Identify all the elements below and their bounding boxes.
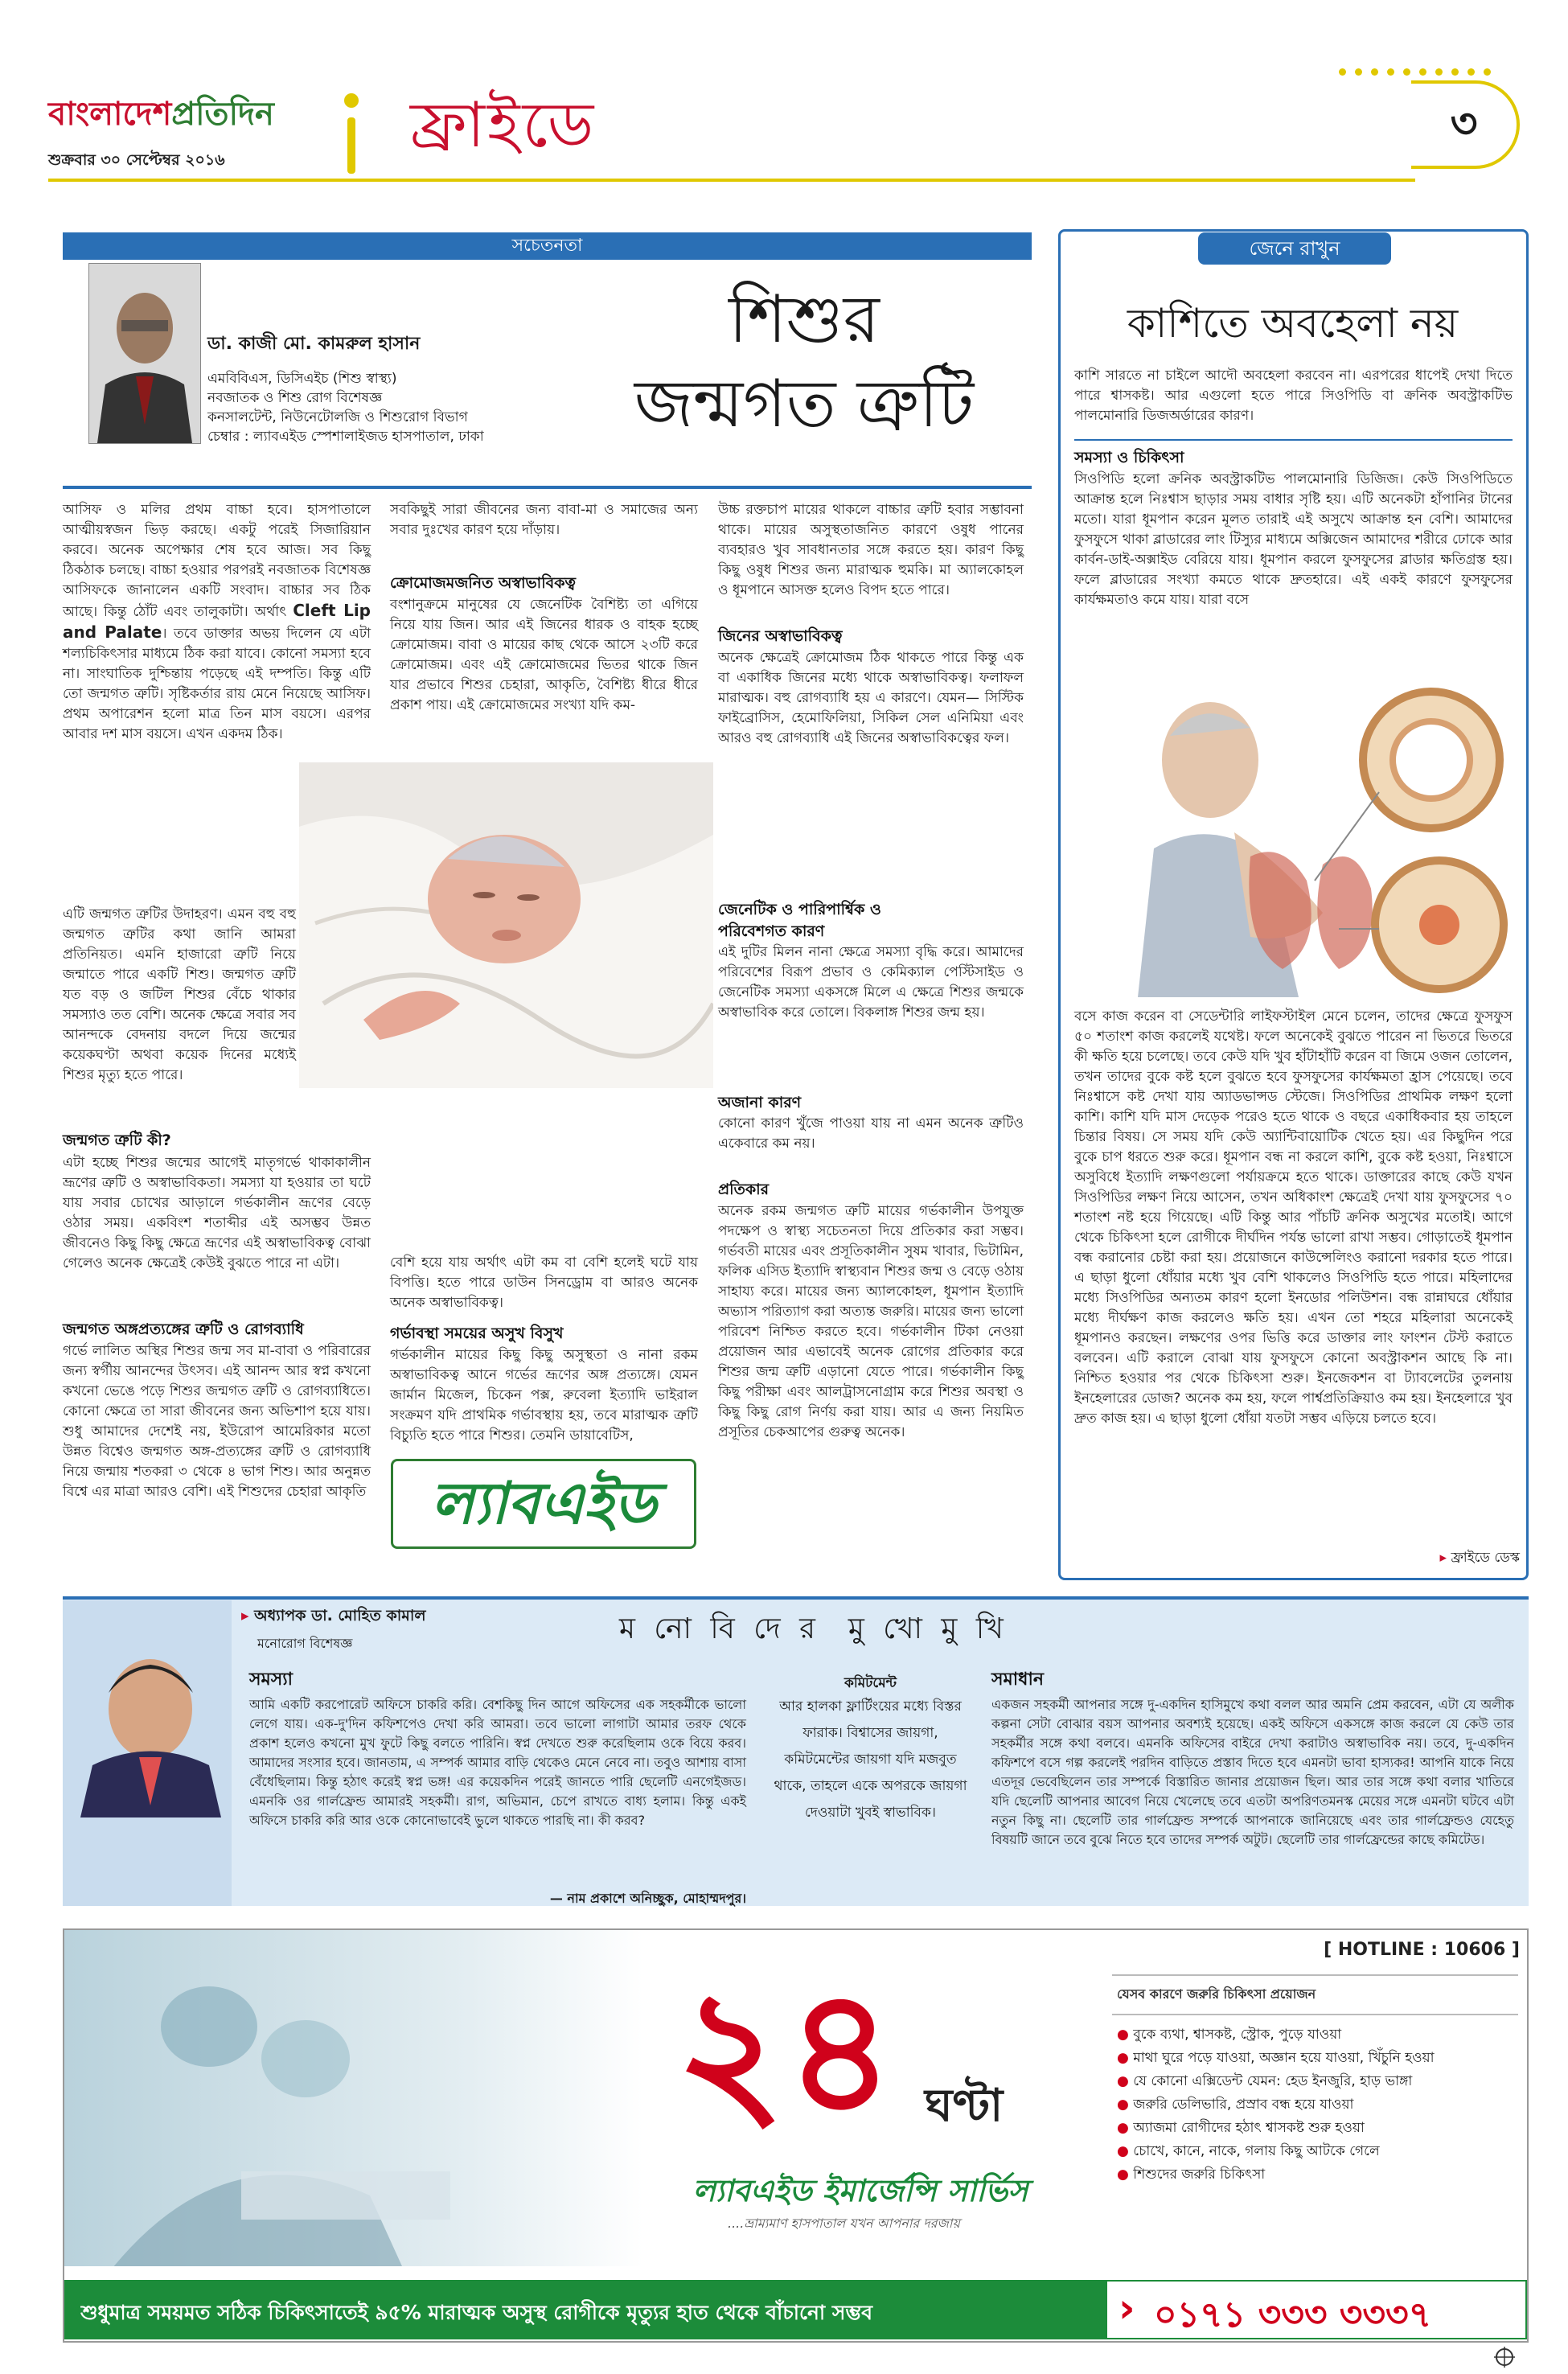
cleft-term: Cleft Lip and Palate	[63, 601, 371, 642]
bullet-icon: ●	[1117, 2143, 1134, 2159]
bullet-icon: ●	[1117, 2167, 1134, 2183]
ad-photo	[64, 1930, 643, 2266]
bullet-icon: ●	[1117, 2073, 1134, 2089]
ad-list-item	[1112, 2047, 1518, 2070]
col2-head-2: গর্ভাবস্থা সময়ের অসুখ বিসুখ	[390, 1325, 564, 1342]
counsel-pullquote	[768, 1673, 973, 1826]
col3-head-2: জেনেটিক ও পারিপার্শ্বিক ও পরিবেশগত কারণ	[718, 901, 881, 940]
article-rule	[63, 486, 1032, 489]
newborn-image-icon	[299, 762, 713, 1088]
pullquote-text: আর হালকা ফ্লার্টিংয়ের মধ্যে বিস্তর ফারাক। বিশ্বাসের জায়গা, কমিটমেন্টের জায়গা যদি মজবুত থাকে, তাহলে একে অপরকে জায়গা দেওয়াটা খুবই স্বাভাবিক।	[774, 1698, 967, 1821]
col3-head-4: প্রতিকার	[718, 1181, 770, 1198]
ad-footer-text: শুধুমাত্র সময়মত সঠিক চিকিৎসাতেই ৯৫% মারাত্মক অসুস্থ রোগীকে মৃত্যুর হাত থেকে বাঁচানো সম্ভব	[80, 2301, 873, 2324]
labaid-ad[interactable]	[391, 1459, 696, 1549]
sidebar-divider	[1074, 439, 1513, 441]
section-label: সচেতনতা	[511, 236, 583, 256]
ad-hotline[interactable]: [ HOTLINE : 10606 ]	[1324, 1940, 1520, 1960]
col2-para-2: বংশানুক্রমে মানুষের যে জেনেটিক বৈশিষ্ট্য তা এগিয়ে নিয়ে যায় জিন। আর এই জিনের ধারক ও বাহক হচ্ছে ক্রোমোজম। বাবা ও মায়ের কাছ থেকে আসে ২৩টি করে ক্রোমোজম। এবং এই ক্রোমোজমের ভিতর থাকে জিন যার প্রভাবে শিশুর চেহারা, আকৃতি, বৈশিষ্ট্য ধীরে ধীরে প্রকাশ পায়। এই ক্রোমোজমের সংখ্যা যদি কম-	[390, 597, 698, 713]
col2-para-1: সবকিছুই সারা জীবনের জন্য বাবা-মা ও সমাজের অন্য সবার দুঃখের কারণ হয়ে দাঁড়ায়।	[390, 502, 698, 538]
ad-list-box	[1112, 1974, 1518, 2252]
article-column-1	[63, 500, 371, 745]
ad-list-item-text: জরুরি ডেলিভারি, প্রস্রাব বন্ধ হয়ে যাওয়া	[1133, 2097, 1354, 2113]
author-role: কনসালটেন্ট, নিউনেটোলজি ও শিশুরোগ বিভাগ	[207, 409, 468, 425]
counsel-title: ম নো বি দে র মু খো মু খি	[619, 1612, 1008, 1645]
ad-service-name: ল্যাবএইড ইমার্জেন্সি সার্ভিস	[692, 2173, 1028, 2208]
col1-head-2: জন্মগত অঙ্গপ্রত্যঙ্গের ত্রুটি ও রোগব্যাধি	[63, 1320, 304, 1338]
expert-portrait-icon	[76, 1645, 225, 1817]
expert-info	[241, 1604, 579, 1655]
col1-para-5: গর্ভে লালিত অস্থির শিশুর জন্ম সব মা-বাবা ও পরিবারের জন্য স্বর্গীয় আনন্দের উৎসব। এই আনন্দ আর স্বপ্ন কখনো কখনো ভেঙে পড়ে শিশুর জন্মগত ত্রুটি ও রোগব্যাধিতে। কোনো ক্ষেত্রে তা সারা জীবনের জন্য অভিশাপ হয়ে যায়। শুধু আমাদের দেশেই নয়, ইউরোপ আমেরিকার মতো উন্নত বিশ্বেও জন্মগত অঙ্গ-প্রত্যঙ্গের ত্রুটি ও রোগব্যাধি নিয়ে জন্মায় শতকরা ৩ থেকে ৪ ভাগ শিশু। আর অনুন্নত বিশ্বে এর মাত্রা আরও বেশি। এই শিশুদের চেহারা আকৃতি	[63, 1343, 371, 1500]
ad-list-item	[1112, 2117, 1518, 2140]
page-number-tab	[1411, 80, 1520, 169]
bullet-icon: ●	[1117, 2120, 1134, 2136]
author-name: ডা. কাজী মো. কামরুল হাসান	[207, 334, 421, 354]
author-chamber: চেম্বার : ল্যাবএইড স্পেশালাইজড হাসপাতাল, ঢাকা	[207, 429, 484, 445]
issue-date: শুক্রবার ৩০ সেপ্টেম্বর ২০১৬	[48, 151, 225, 169]
ambulance-scene-icon	[64, 1930, 643, 2266]
phone-chevron-icon: ›	[1119, 2285, 1135, 2331]
ad-list-item	[1112, 2093, 1518, 2117]
labaid-logo: ল্যাবএইড	[430, 1469, 657, 1537]
expert-title: মনোরোগ বিশেষজ্ঞ	[257, 1636, 353, 1651]
col1-para-1: আসিফ ও মলির প্রথম বাচ্চা হবে। হাসপাতালে আত্মীয়স্বজন ভিড় করছে। একটু পরেই সিজারিয়ান করবে। অনেক অপেক্ষার শেষ হবে আজ। সব কিছু ঠিকঠাক চলছে। বাচ্চা হওয়ার পরপরই নবজাতক বিশেষজ্ঞ আসিফকে জানালেন একটি সংবাদ। বাচ্চার সব ঠিক আছে। কিন্তু ঠোঁট এবং তালুকাটা। অর্থাৎ	[63, 502, 371, 620]
ad-list-item	[1112, 2140, 1518, 2163]
author-title: নবজাতক ও শিশু রোগ বিশেষজ্ঞ	[207, 390, 383, 406]
col1-para-3: এটি জন্মগত ত্রুটির উদাহরণ। এমন বহু বহু জন্মগত ত্রুটির কথা জানি আমরা প্রতিনিয়ত। এমনি হাজারো ত্রুটি নিয়ে জন্মাতে পারে একটি শিশু। জন্মগত ত্রুটি যত বড় ও জটিল শিশুর বেঁচে থাকার সমস্যাও তত বেশি। অনেক ক্ষেত্রে সবার সব আনন্দকে বেদনায় বদলে দিয়ে জন্মের কয়েকঘণ্টা অথবা কয়েক দিনের মধ্যেই শিশুর মৃত্যু হতে পারে।	[63, 906, 296, 1083]
author-info	[207, 330, 658, 446]
sidebar-para-2: বসে কাজ করেন বা সেডেন্টারি লাইফস্টাইল মেনে চলেন, তাদের ক্ষেত্রে ফুসফুস ৫০ শতাংশ কাজ করলেই যথেষ্ট। ফলে অনেকেই বুঝতে পারেন না ভিতরে ভিতরে কী ক্ষতি হয়ে চলেছে। তবে কেউ যদি খুব হাঁটাহাঁটি করেন বা জিমে ওজন তোলেন, তখন তাদের বুকে কষ্ট হলে বুঝতে হবে ফুসফুসের কার্যক্ষমতা হ্রাস পেয়েছে। তবে নিঃশ্বাসে কষ্ট দেখা যায় অ্যাডভান্সড স্টেজে। সিওপিডির প্রাথমিক লক্ষণ হলো কাশি। কাশি যদি মাস দেড়েক পরেও হতে থাকে ও বছরে একাধিকবার হয় তাহলে চিন্তার বিষয়। সে সময় যদি কেউ অ্যান্টিবায়োটিক খেতে হয়। এর কিছুদিন পরে বুকে চাপ ধরতে শুরু করে। ধূমপান বন্ধ না করলে কাশি, বুকে কষ্ট হওয়া, নিঃশ্বাসে অসুবিধে ইত্যাদি লক্ষণগুলো পর্যায়ক্রমে হতে থাকে। ডাক্তারের কাছে কেউ যখন সিওপিডির লক্ষণ নিয়ে আসেন, তখন অধিকাংশ ক্ষেত্রেই দেখা যায় ফুসফুসের ৭০ শতাংশ নষ্ট হয়ে গিয়েছে। এটি কিন্তু আর পাঁচটি ক্রনিক অসুখের মতোই। আগে থেকে চিকিৎসা হলে রোগীকে দীর্ঘদিন পর্যন্ত ভালো রাখা সম্ভব। গোড়াতেই ধূমপান বন্ধ করানোর চেষ্টা করা হয়। প্রয়োজনে কাউন্সেলিংও করানো দরকার হতে পারে। এ ছাড়া ধুলো ধোঁয়ার মধ্যে খুব বেশি থাকলেও সিওপিডি হতে পারে। মহিলাদের মধ্যে সিওপিডির অন্যতম কারণ হলো ইনডোর পলিউশন। বন্ধ রান্নাঘরে ধোঁয়ার মধ্যে দীর্ঘক্ষণ কাজ করলেও ক্ষতি হয়। এখন তো শহরে মহিলারা অনেকেই ধূমপানও করছেন। লক্ষণের ওপর ভিত্তি করে ডাক্তার লাং ফাংশন টেস্ট করাতে বলবেন। এটি করালে বোঝা যায় ফুসফুসে কোনো অবস্ট্রাকশন আছে কি না। নিশ্চিত হওয়ার পর থেকে চিকিৎসা শুরু। ইনজেকশন বা ট্যাবলেটের তুলনায় ইনহেলারের ডোজ? অনেক কম হয়, ফলে পার্শ্বপ্রতিক্রিয়াও কম হয়। ইনহেলারে খুব দ্রুত কাজ হয়। এ ছাড়া ধুলো ধোঁয়া যতটা সম্ভব এড়িয়ে চলতে হবে।	[1074, 1008, 1513, 1427]
bullet-icon: ●	[1117, 2027, 1134, 2043]
col3-para-5: অনেক রকম জন্মগত ত্রুটি মায়ের গর্ভকালীন উপযুক্ত পদক্ষেপ ও স্বাস্থ্য সচেতনতা দিয়ে প্রতিকার করা সম্ভব। গর্ভবতী মায়ের এবং প্রসূতিকালীন সুষম খাবার, ভিটামিন, ফলিক এসিড ইত্যাদি স্বাস্থ্যবান শিশুর জন্ম ও বেড়ে ওঠায় সাহায্য করে। মায়ের জন্য অ্যালকোহল, ধূমপান ইত্যাদি অভ্যাস পরিত্যাগ করা অত্যন্ত জরুরি। মায়ের জন্য ভালো পরিবেশ নিশ্চিত করতে হবে। গর্ভকালীন টিকা নেওয়া প্রয়োজন আর এভাবেই অনেক রোগের প্রতিকার করে শিশুর জন্ম ত্রুটি এড়ানো যেতে পারে। গর্ভকালীন কিছু কিছু পরীক্ষা এবং আলট্রাসনোগ্রাম করে শিশুর অবস্থা ও কিছু কিছু রোগ নির্ণয় করা যায়। আর এ জন্য নিয়মিত প্রসূতির চেকআপের গুরুত্ব অনেক।	[718, 1203, 1024, 1440]
col1-head-1: জন্মগত ত্রুটি কী?	[63, 1132, 171, 1149]
col2-para-3: বেশি হয়ে যায় অর্থাৎ এটা কম বা বেশি হলেই ঘটে যায় বিপত্তি। হতে পারে ডাউন সিনড্রোম বা আরও অনেক অনেক অস্বাভাবিকত্ব।	[390, 1255, 698, 1311]
header-dots	[1339, 68, 1491, 76]
ad-list-head: যেসব কারণে জরুরি চিকিৎসা প্রয়োজন	[1112, 1976, 1518, 2015]
signoff-text: ফ্রাইডে ডেস্ক	[1451, 1550, 1520, 1566]
sidebar-label-text: জেনে রাখুন	[1249, 237, 1340, 260]
ad-list-item-text: যে কোনো এক্সিডেন্ট যেমন: হেড ইনজুরি, হাড় ভাঙ্গা	[1133, 2073, 1413, 2089]
paragraph	[63, 500, 371, 745]
problem-sign: — নাম প্রকাশে অনিচ্ছুক, মোহাম্মদপুর।	[549, 1891, 746, 1906]
cough-lung-icon	[1122, 672, 1508, 997]
page-number: ৩	[1450, 100, 1478, 148]
ad-list	[1112, 2023, 1518, 2187]
bullet-icon: ●	[1117, 2050, 1134, 2066]
section-title: ফ্রাইডে	[410, 89, 597, 162]
col3-para-3: এই দুটির মিলন নানা ক্ষেত্রে সমস্যা বৃদ্ধি করে। আমাদের পরিবেশের বিরূপ প্রভাব ও কেমিক্যাল পেস্টিসাইড ও জেনেটিক সমস্যা একসঙ্গে মিলে এ ক্ষেত্রে শিশুর জন্মকে অস্বাভাবিক করে তোলে। বিকলাঙ্গ শিশুর জন্ম হয়।	[718, 944, 1024, 1021]
col1-para-4: এটা হচ্ছে শিশুর জন্মের আগেই মাতৃগর্ভে থাকাকালীন ভ্রূণের ত্রুটি ও অস্বাভাবিকতা। সমস্যা যা হওয়ার তা ঘটে যায় সবার চোখের আড়ালে গর্ভকালীন ভ্রূণের বেড়ে ওঠার সময়। একবিংশ শতাব্দীর এই অসম্ভব উন্নত জীবনেও কিছু কিছু ক্ষেত্রে ভ্রূণের এই অস্বাভাবিকত্ব বোঝা গেলেও অনেক ক্ষেত্রেই কেউই বুঝতে পারে না এটা।	[63, 1155, 371, 1271]
col2-head-1: ক্রোমোজমজনিত অস্বাভাবিকত্ব	[390, 574, 577, 592]
newspaper-logo[interactable]	[48, 88, 314, 142]
solution-head: সমাধান	[991, 1670, 1044, 1690]
sidebar-intro: কাশি সারতে না চাইলে আদৌ অবহেলা করবেন না। এরপরের ধাপেই দেখা দিতে পারে শ্বাসকষ্ট। আর এগুলো হতে পারে সিওপিডি বা ক্রনিক অবস্ট্রাকটিভ পালমোনারি ডিজঅর্ডারের কারণ।	[1074, 368, 1513, 424]
col2-para-4: গর্ভকালীন মায়ের কিছু কিছু অসুস্থতা ও নানা রকম অস্বাভাবিকত্ব আনে গর্ভের ভ্রূণের অঙ্গ প্রত্যঙ্গে। যেমন জার্মান মিজেল, চিকেন পক্স, রুবেলা ইত্যাদি ভাইরাল সংক্রমণ যদি প্রাথমিক গর্ভাবস্থায় হয়, তবে মারাত্মক ত্রুটি বিচ্যুতি হতে পারে শিশুর। তেমনি ডায়াবেটিস,	[390, 1347, 698, 1444]
pullquote-head: কমিটমেন্ট	[844, 1675, 897, 1691]
sidebar-subhead: সমস্যা ও চিকিৎসা	[1074, 449, 1184, 466]
solution-text: একজন সহকর্মী আপনার সঙ্গে দু-একদিন হাসিমুখে কথা বলল আর অমনি প্রেম করবেন, এটা যে অলীক কল্পনা সেটা বোঝার বয়স আপনার অবশ্যই হয়েছে। একই অফিসে একসঙ্গে কাজ করলে যে কেউ তার সহকর্মীর সঙ্গে কথা বলবে। এমনকি অফিসের বাইরে দেখা করাটাও অস্বাভাবিক নয়। তবে, দু-একদিন কফিশপে বসে গল্প করলেই পরদিন বাড়িতে প্রস্তাব দিতে হবে এমনটা ভাবা হাস্যকর! আপনি যাকে নিয়ে এতদূর ভেবেছিলেন তার সম্পর্কে বিস্তারিত জানার প্রয়োজন ছিল। আর তার সঙ্গে কথা বলার খাতিরে যদি ছেলেটি আপনার আবেগ নিয়ে খেলেছে তবে এতটা অপরিণতমনস্ক মেয়ের সঙ্গে এমনটা ঘটবে এটা নতুন কিছু না। ছেলেটি তার গার্লফ্রেন্ড সম্পর্কে আপনাকে জানিয়েছে এবং তার গার্লফ্রেন্ডও যেহেতু বিষয়টি জানে তবে বুঝে নিতে হবে তাদের সম্পর্ক অটুট। ছেলেটি তার গার্লফ্রেন্ডের কাছে কমিটেড।	[991, 1697, 1514, 1847]
logo-part-2: প্রতিদিন	[171, 96, 274, 133]
author-degrees: এমবিবিএস, ডিসিএইচ (শিশু স্বাস্থ্য)	[207, 371, 397, 387]
col3-para-1: উচ্চ রক্তচাপ মায়ের থাকলে বাচ্চার ত্রুটি হবার সম্ভাবনা থাকে। মায়ের অসুস্থতাজনিত কারণে ওষুধ পানের ব্যবহারও খুব সাবধানতার সঙ্গে করতে হয়। কারণ কিছু কিছু ওষুধ শিশুর জন্য মারাত্মক হুমকি। মা অ্যালকোহল ও ধূমপানে আসক্ত হলেও বিপদ হতে পারে।	[718, 502, 1024, 598]
headline	[611, 277, 997, 446]
ad-list-item-text: মাথা ঘুরে পড়ে যাওয়া, অজ্ঞান হয়ে যাওয়া, খিঁচুনি হওয়া	[1133, 2050, 1435, 2066]
ad-list-item-text: শিশুদের জরুরি চিকিৎসা	[1133, 2167, 1266, 2183]
ad-list-item	[1112, 2163, 1518, 2187]
logo-part-1: বাংলাদেশ	[48, 96, 172, 133]
expert-name: অধ্যাপক ডা. মোহিত কামাল	[254, 1607, 426, 1624]
bullet-icon: ●	[1117, 2097, 1134, 2113]
problem-text: আমি একটি করপোরেট অফিসে চাকরি করি। বেশকিছু দিন আগে অফিসের এক সহকর্মীকে ভালো লেগে যায়। এক-দু'দিন কফিশপেও দেখা করি আমরা। তবে ভালো লাগাটা আমার তরফ থেকে প্রকাশ হলেও কখনো মুখ ফুটে কিছু বলতে পারিনি। স্বপ্ন দেখতে শুরু করেছিলাম ওকে বিয়ে করব। আমাদের সংসার হবে। জানতাম, এ সম্পর্ক আমার বাড়ি থেকেও মেনে নেবে না। তবুও আশায় বাসা বেঁধেছিলাম। কিন্তু হঠাৎ করেই স্বপ্ন ভঙ্গ! এর কয়েকদিন পরেই জানতে পারি ছেলেটি এনগেইজড। এমনকি ওর গার্লফ্রেন্ড আমারই সহকর্মী। রাগ, অভিমান, চেপে রাখতে বাধ্য হলাম। কিন্তু একই অফিসে চাকরি করি আর ওকে কোনোভাবেই ভুলে থাকতে পারছি না। কী করব?	[249, 1697, 746, 1828]
baby-photo	[299, 762, 713, 1088]
headline-line-2: জন্মগত ত্রুটি	[634, 366, 975, 442]
sidebar-para-1: সিওপিডি হলো ক্রনিক অবস্ট্রাকটিভ পালমোনারি ডিজিজ। কেউ সিওপিডিতে আক্রান্ত হলে নিঃশ্বাস ছাড়ার সময় বাধার সৃষ্টি হয়। এটি অনেকটা হাঁপানির টানের মতো। যারা ধূমপান করেন মূলত তারাই এই অসুখে আক্রান্ত হন বেশি। আমাদের ফুসফুসে থাকা ব্লাডারের লাং টিস্যুর মাধ্যমে অক্সিজেন আমাদের শরীরে ঢোকে আর কার্বন-ডাই-অক্সাইড বেরিয়ে যায়। ধূমপান করলে ফুসফুসের ব্লাডার ক্ষতিগ্রস্ত হয়। ফলে ব্লাডারের সংখ্যা কমতে থাকে দ্রুতহারে। এই একই কারণে ফুসফুসের কার্যক্ষমতাও কমে যায়। যারা বসে	[1074, 471, 1513, 608]
ad-list-item-text: অ্যাজমা রোগীদের হঠাৎ শ্বাসকষ্ট শুরু হওয়া	[1133, 2120, 1365, 2136]
header-underline	[48, 179, 1415, 182]
problem-head: সমস্যা	[249, 1670, 293, 1690]
expert-arrow-icon: ▸	[241, 1607, 255, 1624]
ad-big-number: ২৪	[675, 1951, 895, 2150]
col3-head-1: জিনের অস্বাভাবিকত্ব	[718, 627, 843, 645]
col3-para-4: কোনো কারণ খুঁজে পাওয়া যায় না এমন অনেক ত্রুটিও একেবারে কম নয়।	[718, 1115, 1024, 1152]
author-portrait-icon	[89, 264, 200, 443]
author-photo	[88, 263, 201, 444]
col1-para-2: । তবে ডাক্তার অভয় দিলেন যে এটা শল্যচিকিৎসার মাধ্যমে ঠিক করা যাবে। কোনো সমস্যা হবে না। সাংঘাতিক দুশ্চিন্তায় পড়েছে এই দম্পতি। কিন্তু এটি তো জন্মগত ত্রুটি। সৃষ্টিকর্তার রায় মেনে নিয়েছে আসিফ। প্রথম অপারেশন হলো মাত্র তিন মাস বয়সে। এরপর আবার দশ মাস বয়সে। এখন একদম ঠিক।	[63, 626, 371, 742]
col3-para-2: অনেক ক্ষেত্রেই ক্রোমোজম ঠিক থাকতে পারে কিন্তু এক বা একাধিক জিনের মধ্যে থাকে অস্বাভাবিকত্ব। ফলাফল মারাত্মক। বহু রোগব্যাধি হয় এ কারণে। যেমন— সিস্টিক ফাইব্রোসিস, হেমোফিলিয়া, সিকিল সেল এনিমিয়া এবং আরও বহু রোগব্যাধি এই জিনের অস্বাভাবিকত্বের ফল।	[718, 650, 1024, 746]
lung-illustration	[1122, 672, 1508, 997]
decorative-i-icon	[336, 77, 368, 182]
col3-head-3: অজানা কারণ	[718, 1094, 802, 1111]
sidebar-label	[1198, 232, 1391, 265]
ad-list-item	[1112, 2070, 1518, 2093]
ad-list-item-text: বুকে ব্যথা, শ্বাসকষ্ট, স্ট্রোক, পুড়ে যাওয়া	[1133, 2027, 1342, 2043]
ad-phone-panel[interactable]	[1106, 2280, 1527, 2339]
expert-photo	[76, 1645, 225, 1817]
headline-line-1: শিশুর	[729, 281, 880, 358]
ad-tagline: ....ভ্রাম্যমাণ হাসপাতাল যখন আপনার দরজায়	[728, 2216, 960, 2231]
ad-phone-number: ০১৭১ ৩৩৩ ৩৩৩৭	[1154, 2294, 1432, 2335]
registration-mark-icon	[1494, 2347, 1515, 2368]
sidebar-signoff	[1367, 1547, 1520, 1570]
ad-list-item	[1112, 2023, 1518, 2047]
ad-hours: ঘণ্টা	[925, 2080, 1004, 2132]
masthead	[48, 88, 314, 177]
ad-list-item-text: চোখে, কানে, নাকে, গলায় কিছু আটকে গেলে	[1133, 2143, 1380, 2159]
sidebar-headline: কাশিতে অবহেলা নয়	[1127, 300, 1459, 347]
signoff-arrow-icon: ▸	[1439, 1550, 1451, 1566]
section-banner	[63, 232, 1032, 260]
